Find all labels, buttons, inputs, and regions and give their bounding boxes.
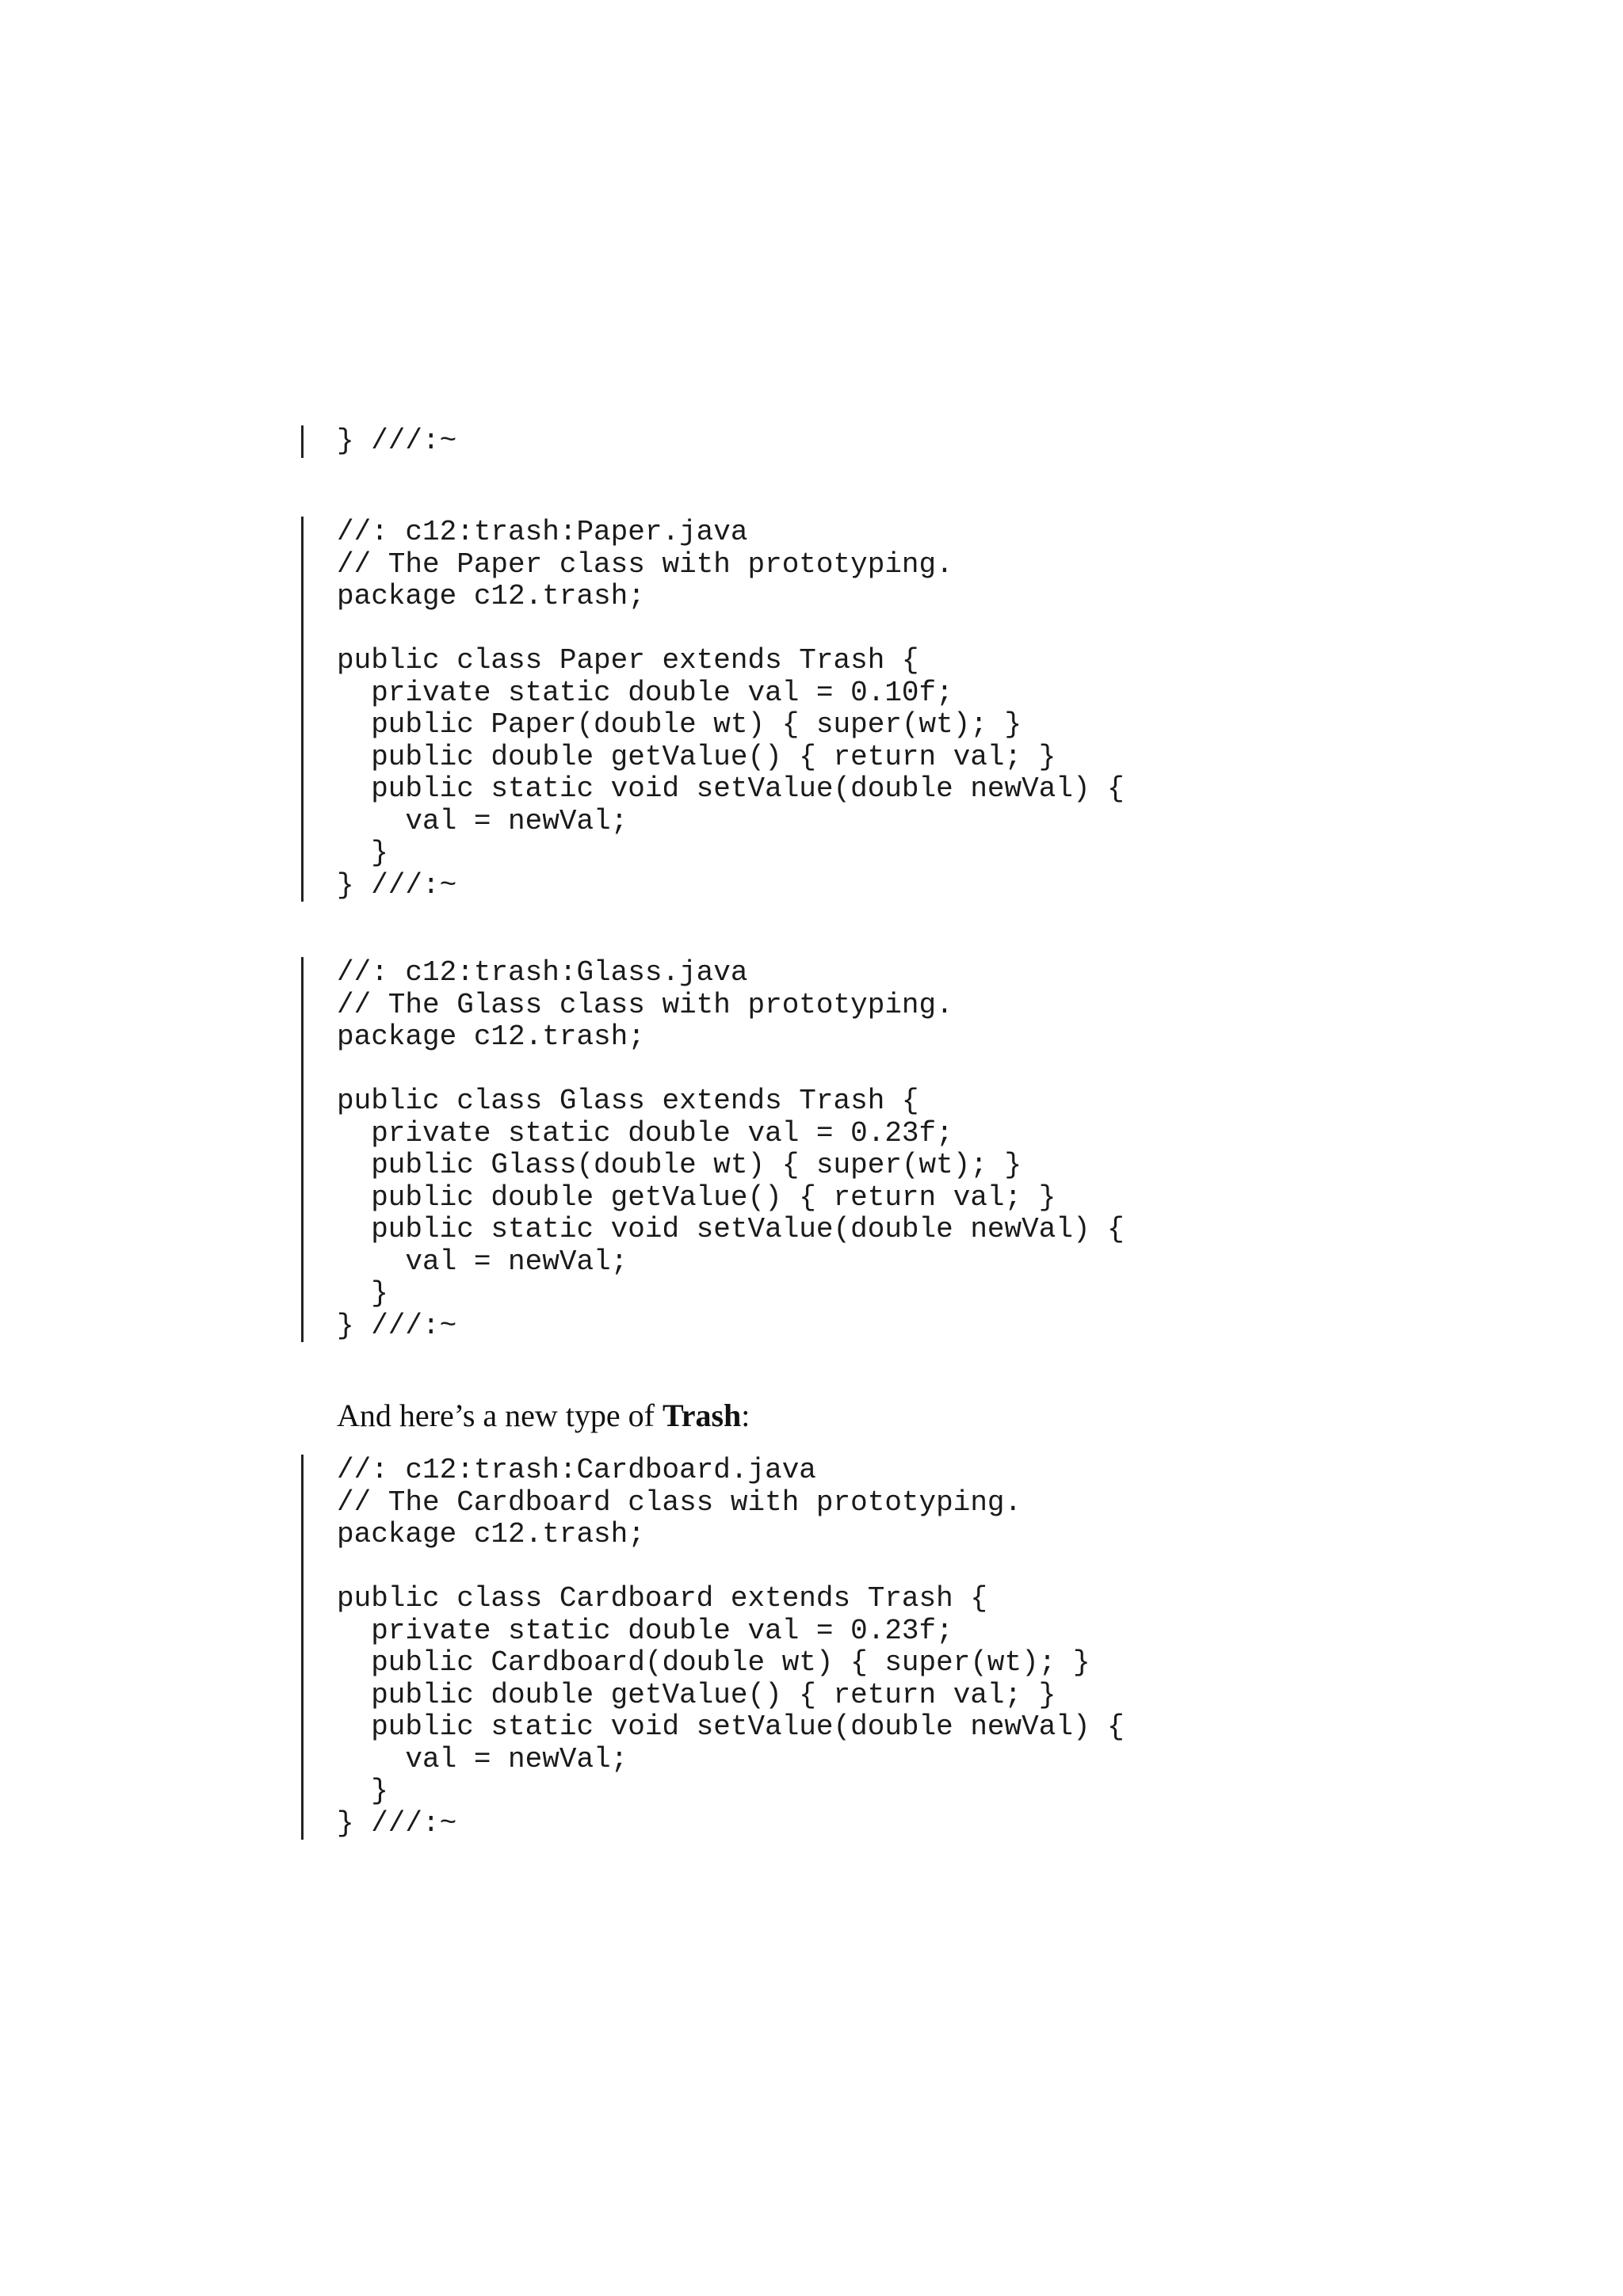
code-line: val = newVal; — [337, 1245, 628, 1278]
code-line: private static double val = 0.23f; — [337, 1614, 953, 1647]
code-line: private static double val = 0.23f; — [337, 1116, 953, 1150]
code-line: //: c12:trash:Glass.java — [337, 956, 748, 989]
code-line: package c12.trash; — [337, 580, 645, 612]
code-block-cardboard-java — [301, 1455, 1125, 1840]
code-line: public Cardboard(double wt) { super(wt); } — [337, 1646, 1090, 1679]
intro-text: And here’s a new type of — [337, 1398, 663, 1433]
trash-class-name: Trash — [662, 1398, 742, 1433]
code-line: } ///:~ — [337, 425, 457, 457]
code-block-tail — [301, 425, 456, 458]
code-line: public class Paper extends Trash { — [337, 644, 919, 677]
code-line: public static void setValue(double newVal) { — [337, 1711, 1125, 1743]
code-line: val = newVal; — [337, 1742, 628, 1775]
code-line: } — [337, 1775, 388, 1807]
code-line: } — [337, 1277, 388, 1310]
code-line: public Paper(double wt) { super(wt); } — [337, 708, 1022, 741]
code-line: public static void setValue(double newVal) { — [337, 772, 1125, 805]
code-line: private static double val = 0.10f; — [337, 676, 953, 709]
intro-paragraph — [337, 1396, 750, 1436]
code-line: } — [337, 837, 388, 869]
code-line — [337, 1054, 1125, 1086]
code-block-glass-java — [301, 957, 1125, 1342]
code-line: val = newVal; — [337, 804, 628, 837]
code-line — [337, 1551, 1125, 1584]
code-line: public Glass(double wt) { super(wt); } — [337, 1149, 1022, 1181]
code-line — [337, 613, 1125, 646]
code-line: package c12.trash; — [337, 1020, 645, 1053]
code-block-paper-java — [301, 517, 1125, 902]
code-line: // The Paper class with prototyping. — [337, 547, 953, 581]
code-line: // The Glass class with prototyping. — [337, 988, 953, 1021]
code-line: package c12.trash; — [337, 1518, 645, 1550]
code-line: } ///:~ — [337, 868, 457, 902]
code-line: public double getValue() { return val; } — [337, 1678, 1056, 1711]
intro-colon: : — [741, 1398, 750, 1433]
code-line: public class Glass extends Trash { — [337, 1085, 919, 1117]
code-line: public static void setValue(double newVal) { — [337, 1213, 1125, 1245]
code-line: //: c12:trash:Paper.java — [337, 516, 748, 548]
code-line: public double getValue() { return val; } — [337, 740, 1056, 773]
code-line: } ///:~ — [337, 1309, 457, 1342]
code-line: // The Cardboard class with prototyping. — [337, 1486, 1022, 1519]
code-line: public double getValue() { return val; } — [337, 1180, 1056, 1214]
code-line: public class Cardboard extends Trash { — [337, 1582, 987, 1615]
code-line: //: c12:trash:Cardboard.java — [337, 1454, 816, 1486]
code-line: } ///:~ — [337, 1806, 457, 1840]
